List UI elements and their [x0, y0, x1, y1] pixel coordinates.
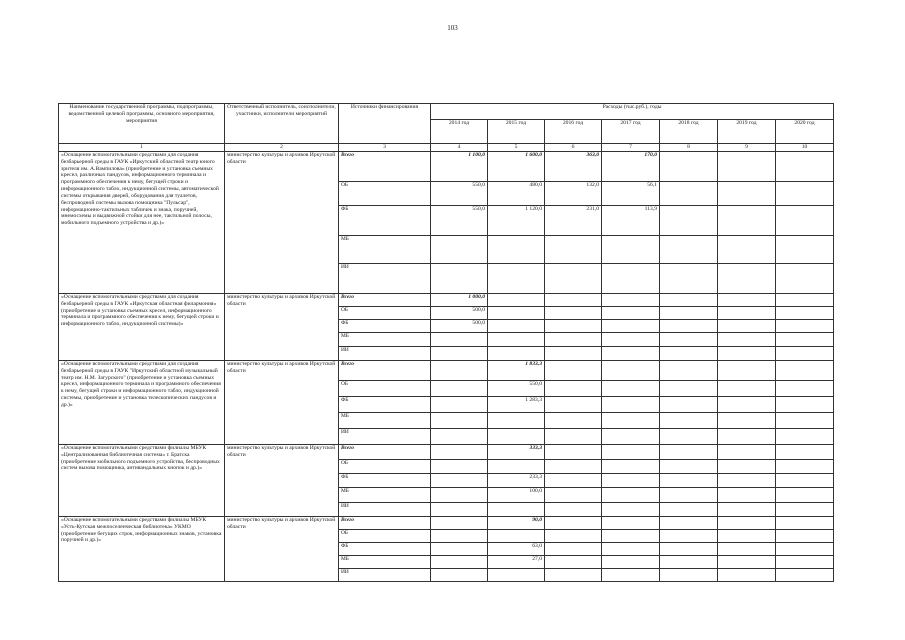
value-cell [718, 397, 776, 413]
value-cell: 550,0 [431, 206, 488, 236]
header-year: 2017 год [602, 120, 660, 144]
header-name: Наименование государственной программы, подпрограммы, ведомственной целевой программы, основного мероприятия, мероприятия [59, 104, 225, 144]
value-cell [660, 264, 718, 294]
value-cell [602, 264, 660, 294]
value-cell [660, 236, 718, 264]
value-cell [431, 381, 488, 397]
value-cell [545, 236, 602, 264]
value-cell [431, 361, 488, 381]
funding-source: Всего [339, 294, 431, 307]
value-cell [602, 347, 660, 361]
value-cell [545, 445, 602, 460]
column-number: 2 [225, 144, 339, 152]
value-cell [660, 543, 718, 556]
header-year: 2020 год [776, 120, 834, 144]
value-cell [660, 517, 718, 530]
measure-name: «Оснащение вспомогательными средствами для создания безбарьерной среды в ГАУК «Иркутская областная филармония» (приобретение и установка съемных кресел, информационного терминала и программного обеспечения к нему, бегущей строки и информационного табло, индукционной системы)» [59, 294, 225, 361]
value-cell: 1 000,0 [431, 294, 488, 307]
value-cell [776, 294, 834, 307]
value-cell [545, 503, 602, 517]
funding-source: ОБ [339, 182, 431, 206]
value-cell [660, 445, 718, 460]
value-cell [776, 429, 834, 445]
value-cell [602, 556, 660, 569]
value-cell [718, 320, 776, 333]
funding-source: ФБ [339, 320, 431, 333]
value-cell [488, 569, 545, 582]
value-cell: 233,3 [488, 474, 545, 488]
value-cell: 550,0 [431, 182, 488, 206]
funding-source: ИИ [339, 347, 431, 361]
funding-source: Всего [339, 152, 431, 182]
value-cell [776, 488, 834, 503]
value-cell [545, 320, 602, 333]
value-cell [660, 206, 718, 236]
value-cell [602, 474, 660, 488]
header-expenses: Расходы (тыс.руб.), годы [431, 104, 834, 120]
funding-source: ОБ [339, 460, 431, 474]
column-number: 9 [718, 144, 776, 152]
value-cell [776, 556, 834, 569]
funding-source: ИИ [339, 264, 431, 294]
column-number: 10 [776, 144, 834, 152]
value-cell [776, 264, 834, 294]
value-cell [602, 413, 660, 429]
value-cell [545, 517, 602, 530]
value-cell [718, 474, 776, 488]
budget-table [58, 103, 834, 582]
value-cell: 550,0 [488, 381, 545, 397]
measure-name: «Оснащение вспомогательными средствами для создания безбарьерной среды в ГАУК «Иркутский областной театр юного зрителя им. А.Вампилова» (приобретение и установка съемных кресел, различных пандусов, информационного терминала и программного обеспечения к нему, бегущей строки и информационного табло, индукционной системы, автоматической системы открывания дверей, оборудования для туалетов, беспроводной системы вызова помощника "Пульсар", информационно-тактильных табличек и знака, поручней, мнемосхемы и выдвижной стойки для нее, тактильной полосы, мобильного подъемного устройства и др.)» [59, 152, 225, 294]
value-cell [602, 236, 660, 264]
header-year: 2016 год [545, 120, 602, 144]
value-cell [431, 569, 488, 582]
funding-source: ФБ [339, 474, 431, 488]
value-cell [776, 347, 834, 361]
value-cell [776, 569, 834, 582]
value-cell: 333,3 [488, 445, 545, 460]
funding-source: Всего [339, 361, 431, 381]
value-cell [545, 307, 602, 320]
value-cell [718, 503, 776, 517]
value-cell: 1 283,3 [488, 397, 545, 413]
value-cell [776, 307, 834, 320]
value-cell [718, 556, 776, 569]
value-cell [776, 152, 834, 182]
value-cell [660, 347, 718, 361]
value-cell [431, 445, 488, 460]
value-cell [660, 361, 718, 381]
value-cell [545, 361, 602, 381]
value-cell [431, 413, 488, 429]
funding-source: ФБ [339, 543, 431, 556]
header-year: 2019 год [718, 120, 776, 144]
value-cell [545, 347, 602, 361]
value-cell [602, 517, 660, 530]
value-cell [431, 397, 488, 413]
value-cell [431, 517, 488, 530]
header-colnum-row [59, 144, 834, 152]
value-cell [660, 530, 718, 543]
value-cell [718, 152, 776, 182]
value-cell [431, 460, 488, 474]
value-cell [431, 236, 488, 264]
executor-cell: министерство культуры и архивов Иркутской области [225, 294, 339, 361]
value-cell [660, 460, 718, 474]
column-number: 8 [660, 144, 718, 152]
funding-source: ОБ [339, 307, 431, 320]
funding-source: ИИ [339, 503, 431, 517]
funding-source: ФБ [339, 206, 431, 236]
header-year: 2015 год [488, 120, 545, 144]
value-cell [431, 333, 488, 347]
value-cell [776, 236, 834, 264]
value-cell: 480,0 [488, 182, 545, 206]
value-cell: 27,0 [488, 556, 545, 569]
value-cell [602, 569, 660, 582]
value-cell [776, 445, 834, 460]
measure-name: «Оснащение вспомогательными средствами филиалы МБУК «Усть-Кутская межпоселенческая библиотека» УКМО (приобретение бегущих строк, информационных знаков, установка поручней и др.)» [59, 517, 225, 582]
funding-source: ОБ [339, 530, 431, 543]
value-cell [602, 445, 660, 460]
value-cell [488, 413, 545, 429]
value-cell [718, 569, 776, 582]
value-cell [602, 530, 660, 543]
value-cell [660, 413, 718, 429]
value-cell [776, 543, 834, 556]
value-cell [718, 530, 776, 543]
value-cell [602, 361, 660, 381]
value-cell: 363,0 [545, 152, 602, 182]
value-cell [431, 503, 488, 517]
funding-source: Всего [339, 445, 431, 460]
value-cell [660, 429, 718, 445]
value-cell [776, 530, 834, 543]
column-number: 6 [545, 144, 602, 152]
value-cell [660, 381, 718, 397]
value-cell [602, 381, 660, 397]
value-cell [431, 530, 488, 543]
value-cell [488, 320, 545, 333]
value-cell [431, 264, 488, 294]
value-cell: 170,0 [602, 152, 660, 182]
value-cell [660, 474, 718, 488]
value-cell [660, 503, 718, 517]
value-cell [776, 517, 834, 530]
funding-source: МБ [339, 236, 431, 264]
value-cell [718, 206, 776, 236]
executor-cell: министерство культуры и архивов Иркутской области [225, 152, 339, 294]
value-cell [718, 264, 776, 294]
value-cell [718, 543, 776, 556]
value-cell [431, 556, 488, 569]
value-cell: 56,1 [602, 182, 660, 206]
value-cell [488, 333, 545, 347]
value-cell [488, 429, 545, 445]
table-row [59, 445, 834, 460]
value-cell [718, 429, 776, 445]
value-cell [776, 361, 834, 381]
value-cell [660, 488, 718, 503]
value-cell [718, 488, 776, 503]
column-number: 5 [488, 144, 545, 152]
column-number: 1 [59, 144, 225, 152]
value-cell [602, 503, 660, 517]
measure-name: «Оснащение вспомогательными средствами филиалы МБУК «Централизованная библиотечная система» г. Братска (приобретение мобильного подъемного устройства, беспроводных систем вызова помощника, антивандальных кнопок и др.)» [59, 445, 225, 517]
value-cell [488, 294, 545, 307]
value-cell [488, 264, 545, 294]
value-cell [776, 333, 834, 347]
value-cell [545, 543, 602, 556]
header-source: Источники финансирования [339, 104, 431, 144]
value-cell [602, 307, 660, 320]
table-body [59, 152, 834, 582]
value-cell [718, 413, 776, 429]
value-cell [776, 320, 834, 333]
funding-source: ИИ [339, 429, 431, 445]
value-cell: 132,0 [545, 182, 602, 206]
header-year: 2018 год [660, 120, 718, 144]
value-cell [431, 347, 488, 361]
value-cell [718, 347, 776, 361]
value-cell [545, 294, 602, 307]
value-cell [660, 294, 718, 307]
column-number: 3 [339, 144, 431, 152]
funding-source: МБ [339, 556, 431, 569]
value-cell: 1 600,0 [488, 152, 545, 182]
value-cell [660, 182, 718, 206]
executor-cell: министерство культуры и архивов Иркутской области [225, 361, 339, 445]
value-cell [545, 460, 602, 474]
value-cell: 90,0 [488, 517, 545, 530]
value-cell [545, 569, 602, 582]
value-cell [545, 397, 602, 413]
value-cell: 1 120,0 [488, 206, 545, 236]
value-cell [602, 333, 660, 347]
value-cell: 63,0 [488, 543, 545, 556]
value-cell [776, 206, 834, 236]
value-cell [718, 333, 776, 347]
value-cell [431, 488, 488, 503]
value-cell [488, 530, 545, 543]
executor-cell: министерство культуры и архивов Иркутской области [225, 445, 339, 517]
value-cell: 500,0 [431, 307, 488, 320]
funding-source: Всего [339, 517, 431, 530]
value-cell [660, 307, 718, 320]
value-cell: 231,0 [545, 206, 602, 236]
table-row [59, 294, 834, 307]
funding-source: ФБ [339, 397, 431, 413]
value-cell [431, 429, 488, 445]
value-cell [718, 361, 776, 381]
value-cell [488, 460, 545, 474]
value-cell: 1 100,0 [431, 152, 488, 182]
value-cell [431, 474, 488, 488]
measure-name: «Оснащение вспомогательными средствами для создания безбарьерной среды в ГАУК "Иркутский областной музыкальный театр им. Н.М. Загурского" (приобретение и установка съемных кресел, информационного терминала и программного обеспечения к нему, бегущей строки и информационного табло, индукционной системы, приобретение и установка телескопических пандусов и др.)» [59, 361, 225, 445]
value-cell [545, 381, 602, 397]
value-cell [602, 294, 660, 307]
value-cell [545, 474, 602, 488]
funding-source: МБ [339, 413, 431, 429]
value-cell [602, 488, 660, 503]
value-cell [488, 307, 545, 320]
column-number: 7 [602, 144, 660, 152]
value-cell [488, 347, 545, 361]
value-cell [718, 294, 776, 307]
header-executor: Ответственный исполнитель, соисполнители, участники, исполнители мероприятий [225, 104, 339, 144]
header-year: 2014 год [431, 120, 488, 144]
value-cell [718, 517, 776, 530]
table-row [59, 152, 834, 182]
value-cell [776, 182, 834, 206]
value-cell [488, 503, 545, 517]
value-cell: 100,0 [488, 488, 545, 503]
table-row [59, 361, 834, 381]
funding-source: ИИ [339, 569, 431, 582]
column-number: 4 [431, 144, 488, 152]
funding-source: МБ [339, 333, 431, 347]
value-cell [545, 556, 602, 569]
executor-cell: министерство культуры и архивов Иркутской области [225, 517, 339, 582]
value-cell [718, 236, 776, 264]
value-cell [660, 569, 718, 582]
value-cell [776, 460, 834, 474]
value-cell: 113,9 [602, 206, 660, 236]
value-cell [545, 413, 602, 429]
value-cell [718, 182, 776, 206]
value-cell [660, 152, 718, 182]
value-cell [545, 264, 602, 294]
value-cell [602, 397, 660, 413]
value-cell [776, 381, 834, 397]
value-cell [776, 503, 834, 517]
value-cell: 1 833,3 [488, 361, 545, 381]
value-cell [602, 429, 660, 445]
value-cell [718, 381, 776, 397]
value-cell [660, 556, 718, 569]
page-number: 103 [447, 24, 458, 32]
value-cell [660, 397, 718, 413]
value-cell [545, 333, 602, 347]
value-cell: 500,0 [431, 320, 488, 333]
value-cell [718, 445, 776, 460]
value-cell [660, 320, 718, 333]
value-cell [545, 530, 602, 543]
value-cell [545, 429, 602, 445]
value-cell [660, 333, 718, 347]
funding-source: ОБ [339, 381, 431, 397]
table-row [59, 517, 834, 530]
value-cell [602, 460, 660, 474]
value-cell [776, 474, 834, 488]
value-cell [488, 236, 545, 264]
value-cell [776, 413, 834, 429]
value-cell [718, 307, 776, 320]
value-cell [431, 543, 488, 556]
value-cell [545, 488, 602, 503]
table-header [59, 104, 834, 152]
value-cell [776, 397, 834, 413]
value-cell [602, 543, 660, 556]
value-cell [602, 320, 660, 333]
value-cell [718, 460, 776, 474]
funding-source: МБ [339, 488, 431, 503]
